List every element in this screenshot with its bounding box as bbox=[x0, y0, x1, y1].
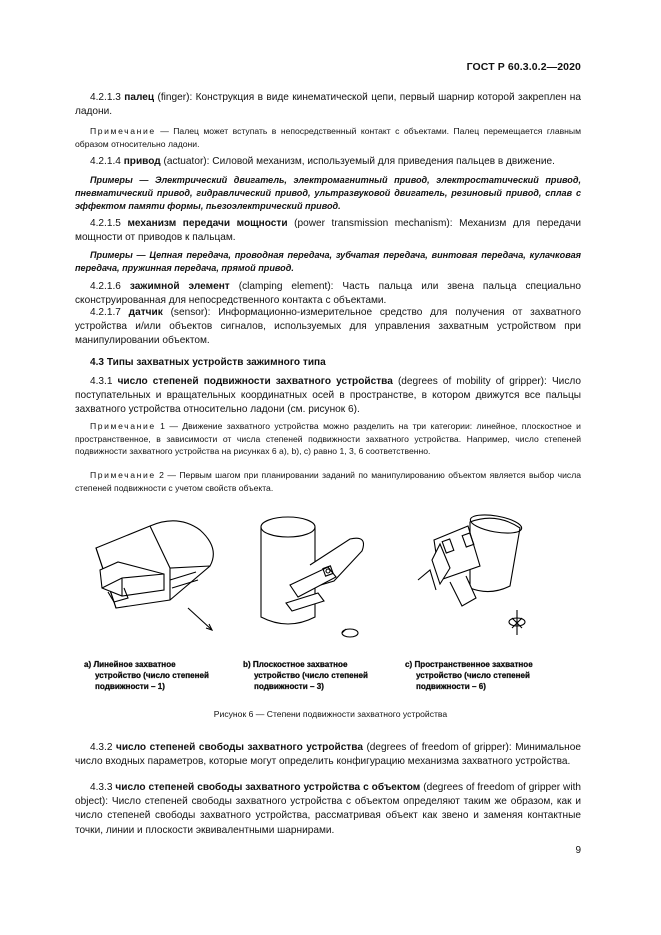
examples-actuator: Примеры — Электрический двигатель, электромагнитный привод, электростатический привод, пневматический привод, гидравлический привод, ультразвуковой двигатель, резиновый привод, сплав с эффектом памяти формы, пьезоэлектрический привод. bbox=[75, 175, 581, 211]
figure-spatial-gripper bbox=[410, 510, 550, 645]
caption-spatial: c) Пространственное захватное устройство (число степеней подвижности – 6) bbox=[405, 660, 533, 691]
caption-linear: a) Линейное захватное устройство (число степеней подвижности – 1) bbox=[84, 660, 209, 691]
note-mobility-2: Примечание 2 — Первым шагом при планировании заданий по манипулированию объектом является выбор числа степеней подвижности с учетом свойств объекта. bbox=[75, 470, 581, 493]
para-4-2-1-6: 4.2.1.6 зажимной элемент (clamping element): Часть пальца или звена пальца специально сконструированная для непосредственного контакта с объектами. bbox=[75, 281, 581, 307]
para-4-2-1-5: 4.2.1.5 механизм передачи мощности (power transmission mechanism): Механизм для передачи мощности от приводов к пальцам. bbox=[75, 218, 581, 244]
para-4-3-1: 4.3.1 число степеней подвижности захватного устройства (degrees of mobility of gripper): Число поступательных и вращательных координатных осей в пространстве, в котором движутся все пальцы захватного устройства относительно ладони (см. рисунок 6). bbox=[75, 376, 581, 416]
para-4-3-3: 4.3.3 число степеней свободы захватного устройства с объектом (degrees of freedom of gripper with object): Число степеней свободы захватного устройства с объектом определяют таким же образом, как и число степеней свободы захватного устройства, рассматривая объект как звено и заменяя контактные точки, линии и плоскости эквивалентными шарнирами. bbox=[75, 782, 582, 836]
page-number: 9 bbox=[575, 845, 581, 856]
section-4-3-heading: 4.3 Типы захватных устройств зажимного типа bbox=[90, 357, 326, 368]
examples-transmission: Примеры — Цепная передача, проводная передача, зубчатая передача, винтовая передача, кулачковая передача, пружинная передача, прямой привод. bbox=[75, 250, 581, 273]
standard-header: ГОСТ Р 60.3.0.2—2020 bbox=[466, 61, 581, 73]
note-finger: Примечание — Палец может вступать в непосредственный контакт с объектами. Палец перемещается главным образом относительно ладони. bbox=[75, 126, 581, 149]
figure-planar-gripper bbox=[250, 505, 380, 645]
para-4-2-1-4: 4.2.1.4 привод (actuator): Силовой механизм, используемый для приведения пальцев в движение. bbox=[90, 156, 555, 167]
caption-planar: b) Плоскостное захватное устройство (число степеней подвижности – 3) bbox=[243, 660, 368, 691]
note-mobility-1: Примечание 1 — Движение захватного устройства можно разделить на три категории: линейное, плоскостное и пространственное, в зависимости от числа степеней подвижности захватного устройства. Например, число степеней подвижности захватного устройства на рисунках 6 а), b), с) равно 1, 3, 6 соответственно. bbox=[75, 421, 581, 457]
para-4-2-1-7: 4.2.1.7 датчик (sensor): Информационно-измерительное средство для получения от захватного устройства и/или объектов сигналов, используемых для управления захватным устройством при манипулировании объектом. bbox=[75, 307, 581, 347]
figure-title: Рисунок 6 — Степени подвижности захватного устройства bbox=[213, 709, 448, 719]
figure-linear-gripper bbox=[88, 508, 228, 648]
para-4-3-2: 4.3.2 число степеней свободы захватного устройства (degrees of freedom of gripper): Минимальное число входных параметров, которые могут определить конфигурацию механизма захватного устройства. bbox=[75, 742, 581, 768]
para-4-2-1-3: 4.2.1.3 палец (finger): Конструкция в виде кинематической цепи, первый шарнир которой закреплен на ладони. bbox=[75, 92, 581, 118]
